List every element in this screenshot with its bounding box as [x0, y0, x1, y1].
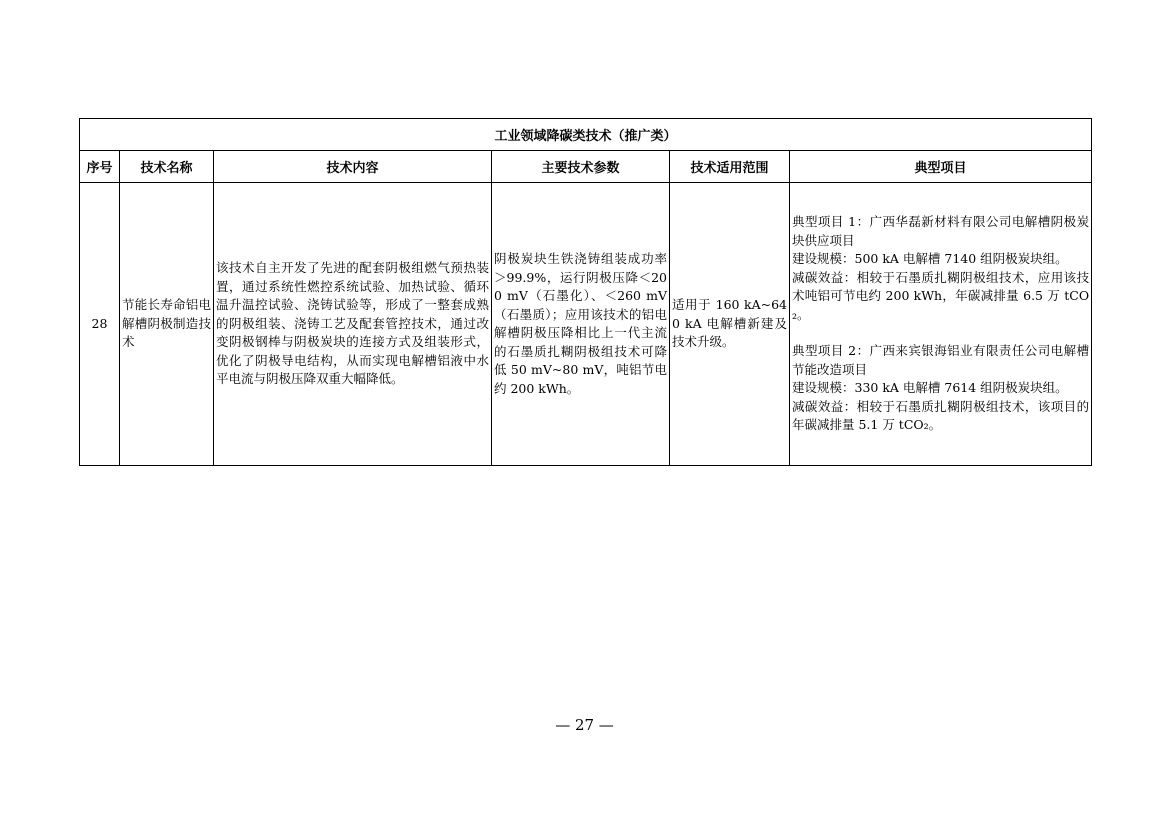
table-title: 工业领域降碳类技术（推广类） [80, 119, 1092, 151]
header-no: 序号 [80, 151, 120, 183]
table-title-row [80, 119, 1092, 151]
project-1-title: 典型项目 1：广西华磊新材料有限公司电解槽阴极炭块供应项目 [792, 214, 1090, 248]
page-number: — 27 — [555, 716, 614, 734]
header-projects: 典型项目 [790, 151, 1092, 183]
header-content: 技术内容 [214, 151, 492, 183]
project-2-title: 典型项目 2：广西来宾银海铝业有限责任公司电解槽节能改造项目 [792, 343, 1090, 377]
row-name: 节能长寿命铝电解槽阴极制造技术 [120, 183, 214, 466]
project-2 [792, 342, 1089, 435]
table-row [80, 183, 1092, 466]
project-1-scale: 建设规模：500 kA 电解槽 7140 组阴极炭块组。 [792, 251, 1068, 267]
row-content: 该技术自主开发了先进的配套阴极组燃气预热装置，通过系统性燃控系统试验、加热试验、循环温升温控试验、浇铸试验等，形成了一整套成熟的阴极组装、浇铸工艺及配套管控技术，通过改变阴极钢棒与阴极炭块的连接方式及组装形式，优化了阴极导电结构，从而实现电解槽铝液中水平电流与阴极压降双重大幅降低。 [214, 183, 492, 466]
header-scope: 技术适用范围 [670, 151, 790, 183]
project-2-benefit: 减碳效益：相较于石墨质扎糊阴极组技术，该项目的年碳减排量 5.1 万 tCO₂。 [792, 398, 1090, 433]
project-2-scale: 建设规模：330 kA 电解槽 7614 组阴极炭块组。 [792, 380, 1068, 396]
row-projects [790, 183, 1092, 466]
header-params: 主要技术参数 [492, 151, 670, 183]
table-header-row [80, 151, 1092, 183]
project-1-benefit: 减碳效益：相较于石墨质扎糊阴极组技术，应用该技术吨铝可节电约 200 kWh，年碳减排量 6.5 万 tCO₂。 [792, 269, 1090, 322]
row-scope: 适用于 160 kA~640 kA 电解槽新建及技术升级。 [670, 183, 790, 466]
project-1 [792, 213, 1089, 324]
row-no: 28 [80, 183, 120, 466]
technology-table [79, 118, 1092, 466]
row-params: 阴极炭块生铁浇铸组装成功率＞99.9%，运行阴极压降＜200 mV（石墨化）、＜260 mV（石墨质）；应用该技术的铝电解槽阴极压降相比上一代主流的石墨质扎糊阴极组技术可降低 50 mV~80 mV，吨铝节电约 200 kWh。 [492, 183, 670, 466]
header-name: 技术名称 [120, 151, 214, 183]
